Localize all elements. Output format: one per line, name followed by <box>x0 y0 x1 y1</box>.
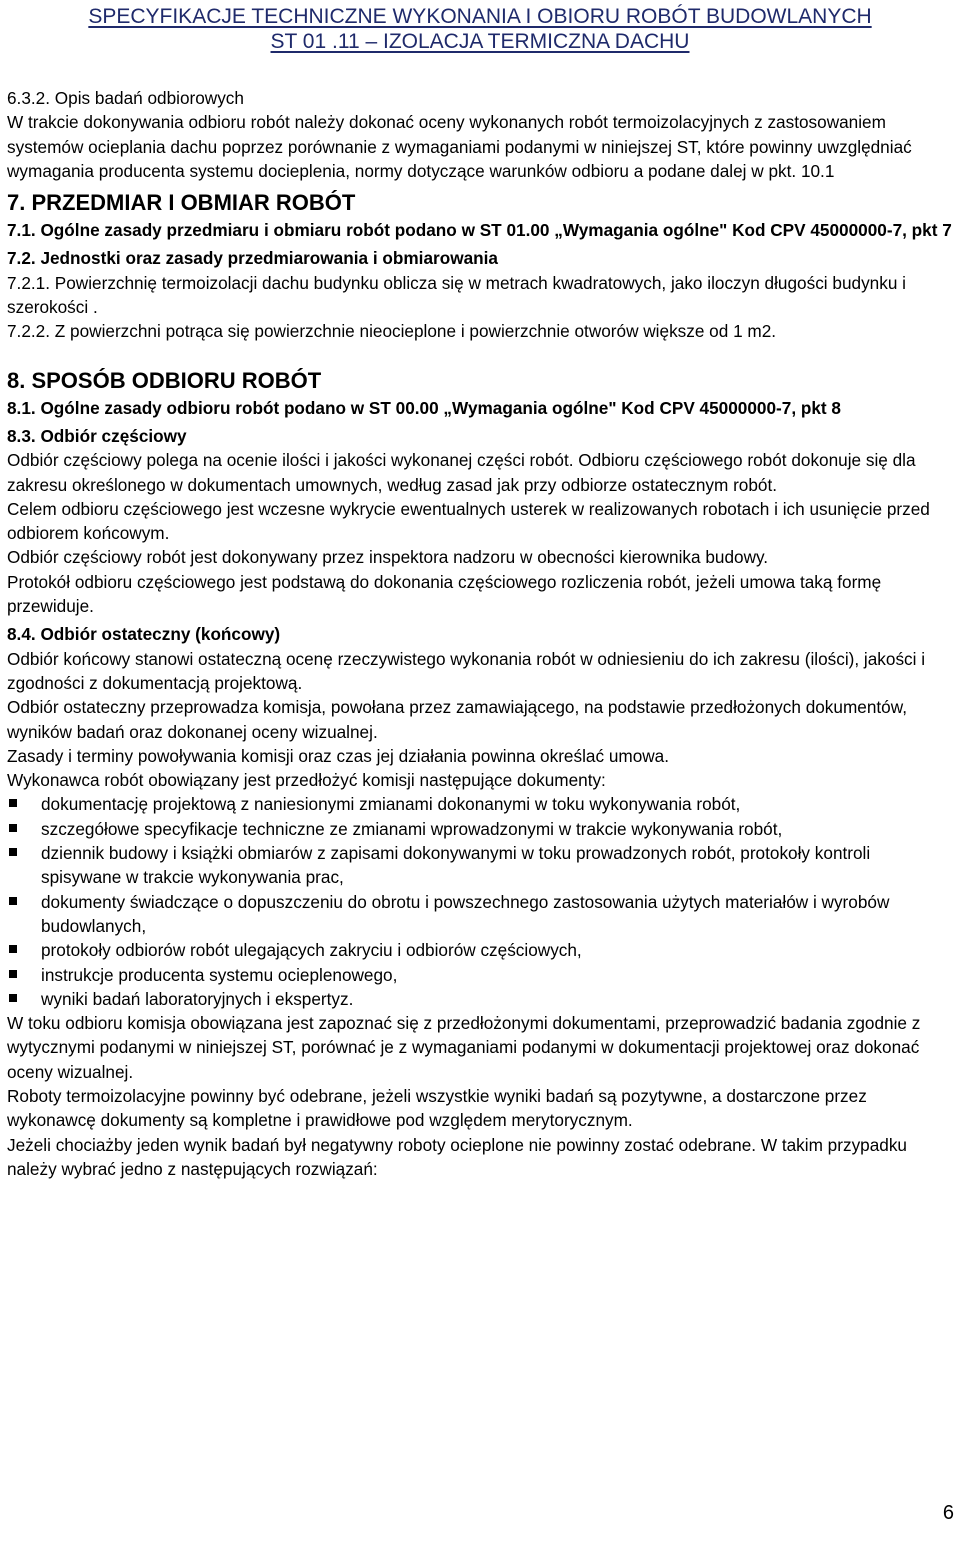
section-7-title: 7. PRZEDMIAR I OBMIAR ROBÓT <box>7 190 356 216</box>
list-item-text: instrukcje producenta systemu ocieplenowego, <box>41 964 398 985</box>
section-8-4-paragraph-6: Roboty termoizolacyjne powinny być odebrane, jeżeli wszystkie wyniki badań są pozytywne, a dostarczone przez wykonawcę dokumenty są kompletne i prawidłowe pod względem merytorycznym. <box>7 1085 867 1131</box>
section-8-3-title: 8.3. Odbiór częściowy <box>7 425 187 446</box>
section-6-3-2-title: 6.3.2. Opis badań odbiorowych <box>7 88 244 108</box>
square-bullet-icon <box>9 799 17 807</box>
list-item <box>7 987 955 1011</box>
section-6-3-2 <box>7 86 955 183</box>
section-7-2: 7.2. Jednostki oraz zasady przedmiarowania i obmiarowania <box>7 248 498 269</box>
section-7-1: 7.1. Ogólne zasady przedmiaru i obmiaru robót podano w ST 01.00 „Wymagania ogólne" Kod CPV 45000000-7, pkt 7 <box>7 220 952 241</box>
square-bullet-icon <box>9 945 17 953</box>
documents-list <box>7 792 955 1011</box>
list-item <box>7 963 955 987</box>
section-8 <box>7 366 955 1182</box>
section-8-4-paragraph-5: W toku odbioru komisja obowiązana jest zapoznać się z przedłożonymi dokumentami, przeprowadzić badania zgodnie z wytycznymi podanymi w niniejszej ST, porównać je z wymaganiami podanymi w dokumentacji projektowej oraz dokonać oceny wizualnej. <box>7 1013 921 1082</box>
list-item-text: dokumenty świadczące o dopuszczeniu do obrotu i powszechnego zastosowania użytych materiałów i wyrobów budowlanych, <box>41 891 890 936</box>
document-body <box>7 86 955 1181</box>
spacer <box>7 344 955 366</box>
document-header <box>0 4 960 54</box>
list-item-text: dziennik budowy i książki obmiarów z zapisami dokonywanymi w toku prowadzonych robót, protokoły kontroli spisywane w trakcie wykonywania prac, <box>41 843 871 888</box>
section-8-4-paragraph-3: Zasady i terminy powoływania komisji oraz czas jej działania powinna określać umowa. <box>7 745 670 766</box>
square-bullet-icon <box>9 970 17 978</box>
section-6-3-2-text: W trakcie dokonywania odbioru robót należy dokonać oceny wykonanych robót termoizolacyjnych z zastosowaniem systemów ocieplania dachu poprzez porównanie z wymaganiami podanymi w niniejszej ST, które powinny uwzględniać wymagania producenta systemu docieplenia, normy dotyczące warunków odbioru a podane dalej w pkt. 10.1 <box>7 112 912 181</box>
list-item <box>7 841 955 890</box>
list-item-text: dokumentację projektową z naniesionymi zmianami dokonanymi w toku wykonywania robót, <box>41 794 741 815</box>
list-item-text: protokoły odbiorów robót ulegających zakryciu i odbiorów częściowych, <box>41 940 582 961</box>
list-item-text: szczegółowe specyfikacje techniczne ze zmianami wprowadzonymi w trakcie wykonywania robót, <box>41 818 783 839</box>
section-8-3-paragraph-4: Protokół odbioru częściowego jest podstawą do dokonania częściowego rozliczenia robót, jeżeli umowa taką formę przewiduje. <box>7 571 882 617</box>
section-7-2-1: 7.2.1. Powierzchnię termoizolacji dachu budynku oblicza się w metrach kwadratowych, jako iloczyn długości budynku i szerokości . <box>7 272 906 318</box>
square-bullet-icon <box>9 994 17 1002</box>
section-8-1: 8.1. Ogólne zasady odbioru robót podano w ST 00.00 „Wymagania ogólne" Kod CPV 45000000-7, pkt 8 <box>7 397 841 418</box>
section-8-3-paragraph-3: Odbiór częściowy robót jest dokonywany przez inspektora nadzoru w obecności kierownika budowy. <box>7 547 769 568</box>
section-8-4-paragraph-4: Wykonawca robót obowiązany jest przedłożyć komisji następujące dokumenty: <box>7 770 606 791</box>
list-item <box>7 792 955 816</box>
list-item-text: wyniki badań laboratoryjnych i ekspertyz. <box>41 988 354 1009</box>
section-8-4-title: 8.4. Odbiór ostateczny (końcowy) <box>7 624 281 645</box>
square-bullet-icon <box>9 824 17 832</box>
section-8-3-paragraph-2: Celem odbioru częściowego jest wczesne wykrycie ewentualnych usterek w realizowanych robotach i ich usunięcie przed odbiorem końcowym. <box>7 498 930 544</box>
section-8-4-paragraph-7: Jeżeli chociażby jeden wynik badań był negatywny roboty ocieplone nie powinny zostać odebrane. W takim przypadku należy wybrać jedno z następujących rozwiązań: <box>7 1134 907 1179</box>
section-8-3-paragraph-1: Odbiór częściowy polega na ocenie ilości i jakości wykonanej części robót. Odbioru częściowego robót dokonuje się dla zakresu określonego w dokumentach umownych, według zasad jak przy odbiorze ostatecznym robót. <box>7 450 916 495</box>
section-8-4-paragraph-2: Odbiór ostateczny przeprowadza komisja, powołana przez zamawiającego, na podstawie przedłożonych dokumentów, wyników badań oraz dokonanej oceny wizualnej. <box>7 697 907 742</box>
page-number: 6 <box>942 1502 954 1524</box>
section-8-4-paragraph-1: Odbiór końcowy stanowi ostateczną ocenę rzeczywistego wykonania robót w odniesieniu do ich zakresu (ilości), jakości i zgodności z dokumentacją projektową. <box>7 648 926 693</box>
section-7 <box>7 188 955 343</box>
square-bullet-icon <box>9 897 17 905</box>
list-item <box>7 890 955 939</box>
square-bullet-icon <box>9 848 17 856</box>
header-title: SPECYFIKACJE TECHNICZNE WYKONANIA I OBIORU ROBÓT BUDOWLANYCH <box>88 5 872 28</box>
section-7-2-2: 7.2.2. Z powierzchni potrąca się powierzchnie nieocieplone i powierzchnie otworów większe od 1 m2. <box>7 321 777 342</box>
list-item <box>7 817 955 841</box>
section-8-title: 8. SPOSÓB ODBIORU ROBÓT <box>7 367 322 393</box>
list-item <box>7 938 955 962</box>
header-subtitle: ST 01 .11 – IZOLACJA TERMICZNA DACHU <box>270 30 690 53</box>
